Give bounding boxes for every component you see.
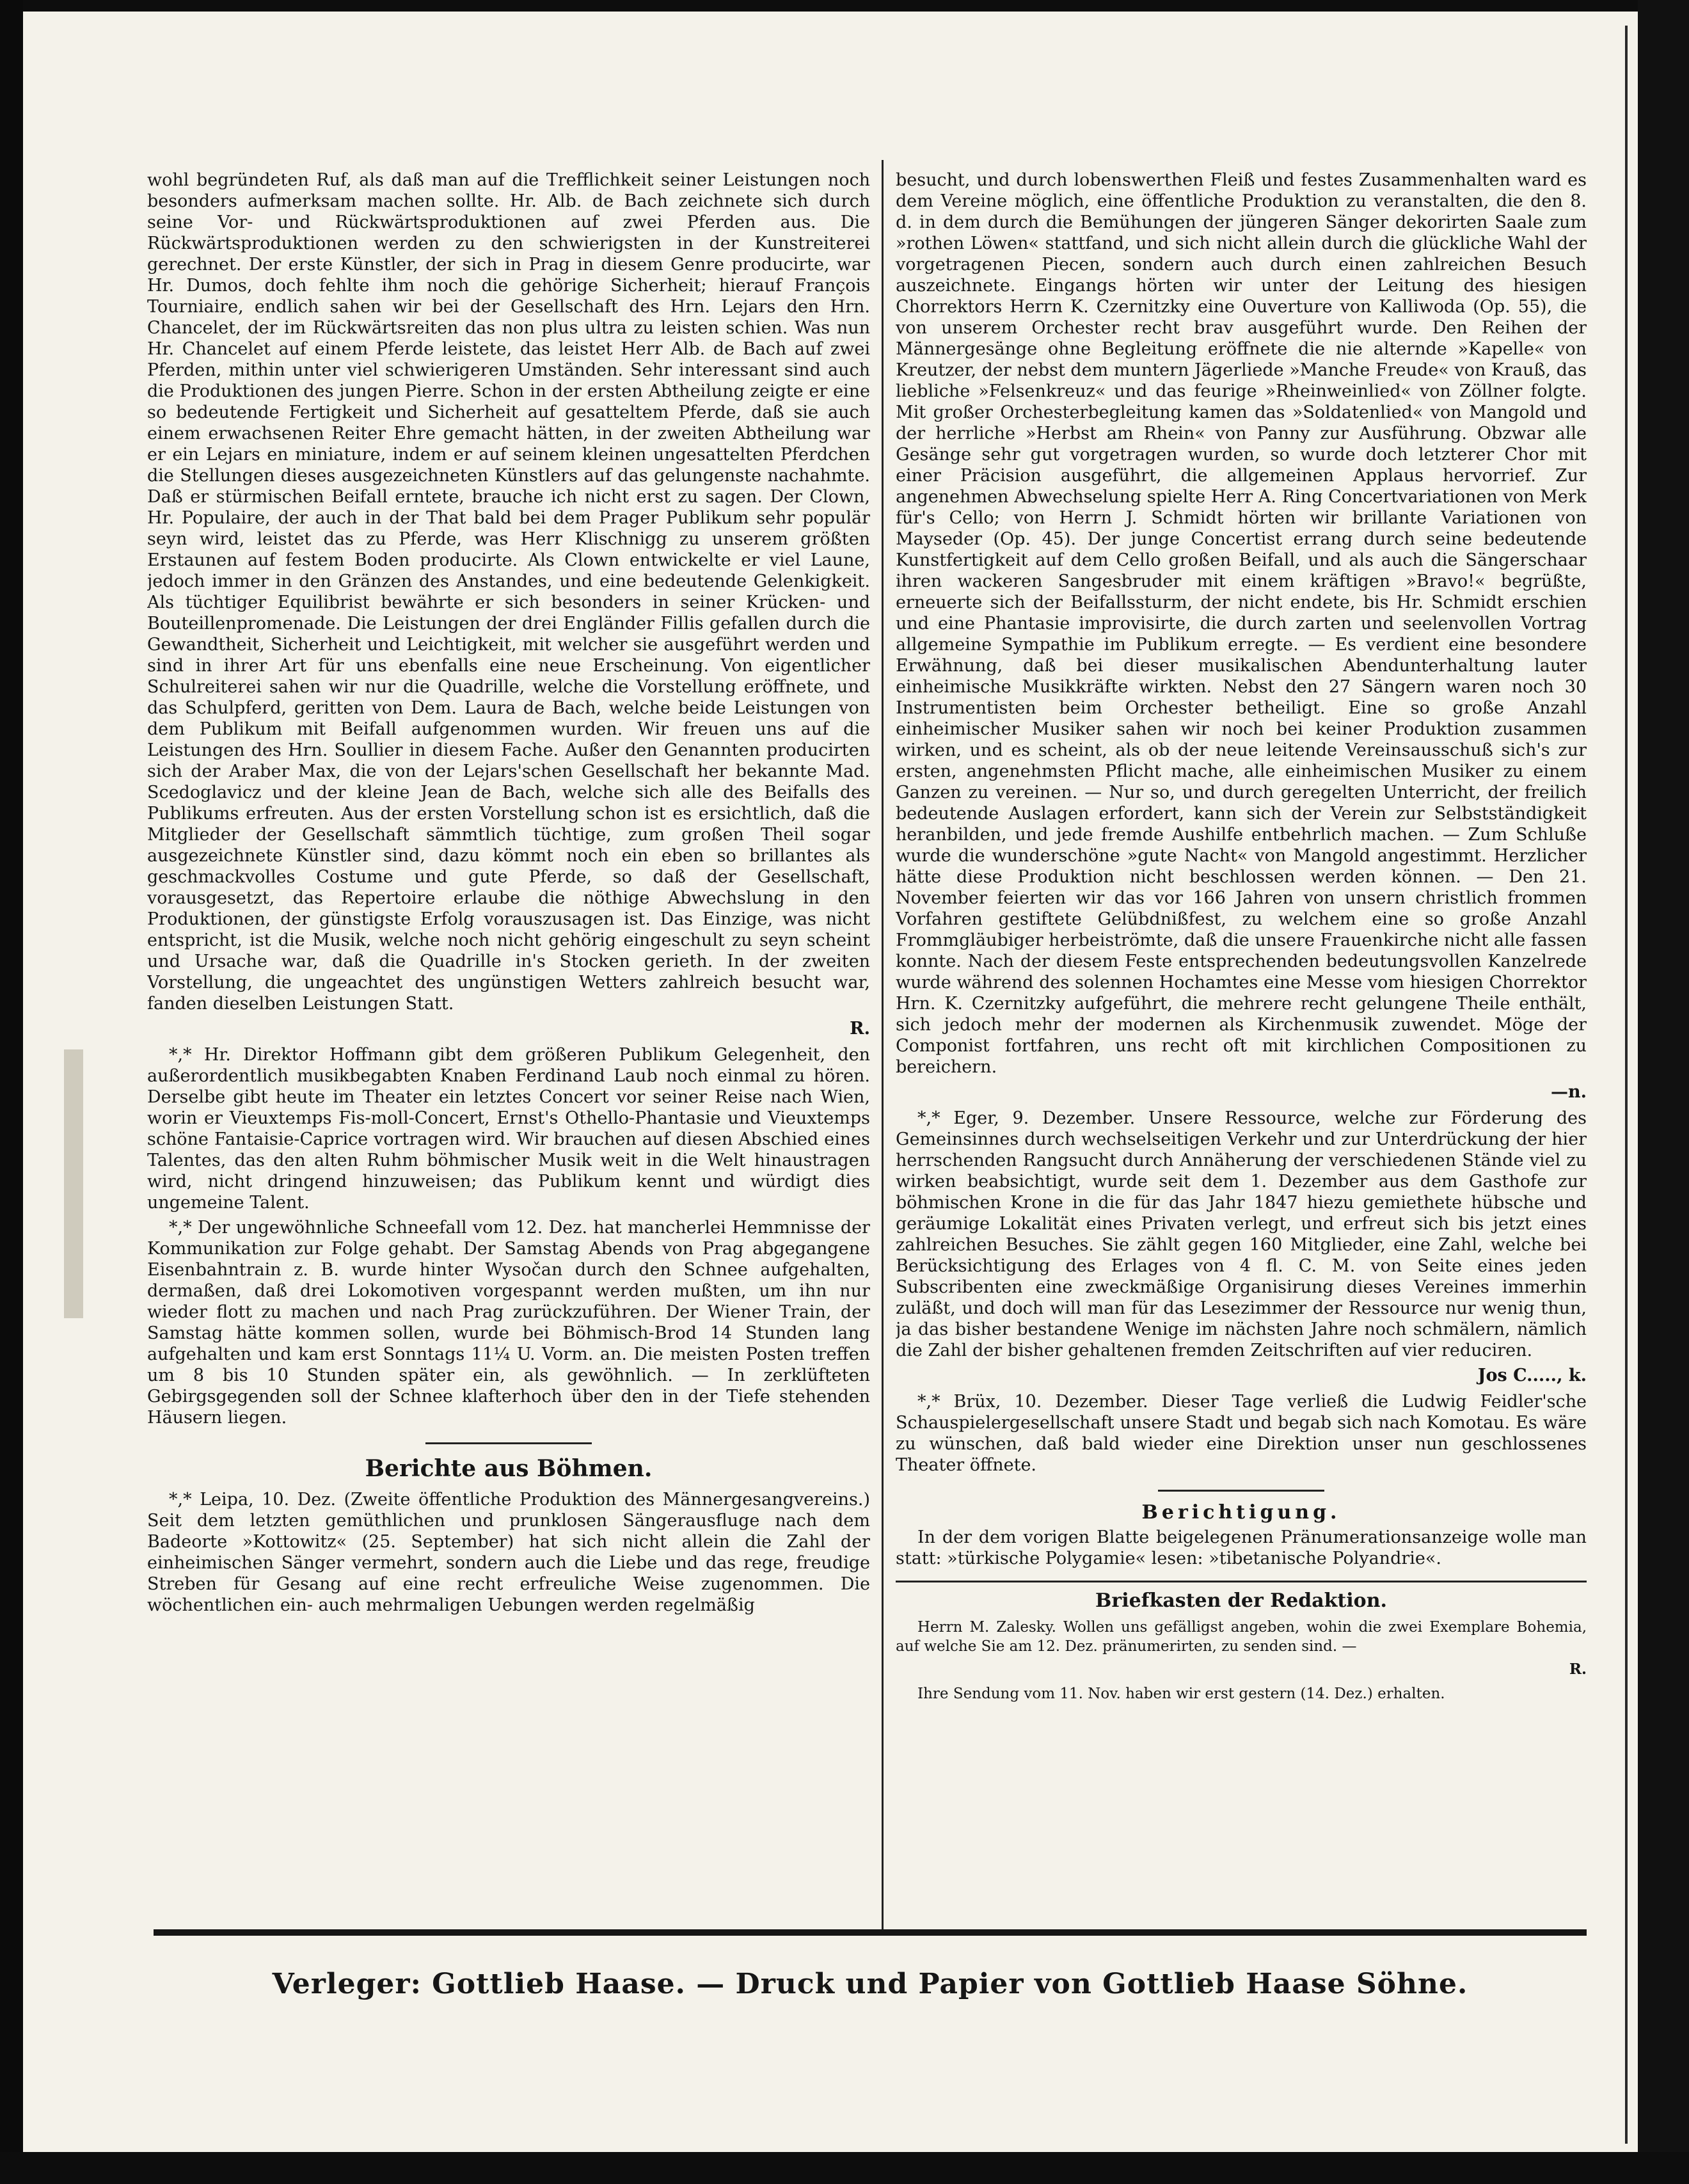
briefkasten-heading: Briefkasten der Redaktion.: [1095, 1590, 1387, 1612]
column-divider: [882, 160, 884, 1933]
publisher-imprint: Verleger: Gottlieb Haase. — Druck und Papier von Gottlieb Haase Söhne.: [272, 1968, 1468, 2000]
laub-concert-paragraph: *,* Hr. Direktor Hoffmann gibt dem größeren Publikum Gelegenheit, den außerordentlich musikbegabten Knaben Ferdinand Laub noch einmal zu hören. Derselbe gibt heute im Theater ein letztes Concert vor seiner Reise nach Wien, worin er Vieuxtemps Fis-moll-Concert, Ernst's Othello-Phantasie und Vieuxtemps schöne Fantaisie-Caprice vortragen wird. Wir brauchen auf diesen Abschied eines Talentes, das den alten Ruhm böhmischer Musik weit in die Welt hinaustragen wird, nicht dringend hinzuweisen; das Publikum kennt und würdigt dies ungemeine Talent.: [147, 1045, 870, 1213]
eger-report-paragraph: *,* Eger, 9. Dezember. Unsere Ressource, welche zur Förderung des Gemeinsinnes durch wechselseitigen Verkehr und zur Unterdrückung der hier herrschenden Rangsucht durch Annäherung der verschiedenen Stände viel zu wirken beabsichtigt, wurde seit dem 1. Dezember aus dem Gasthofe zur böhmischen Krone in die für das Jahr 1847 hiezu gemiethete hübsche und geräumige Lokalität eines Privaten verlegt, und erfreut sich bis jetzt eines zahlreichen Besuches. Sie zählt gegen 160 Mitglieder, eine Zahl, welche bei Berücksichtigung des Erlages von 4 fl. C. M. von Seite eines jeden Subscribenten eine zweckmäßige Organisirung dieses Vereines immerhin zuläßt, und doch will man für das Lesezimmer der Ressource nur wenig thun, ja das bisher bestandene Wenige im nächsten Jahre noch schmälern, nämlich die Zahl der bisher gehaltenen fremden Zeitschriften auf vier reduciren.: [896, 1108, 1587, 1360]
circus-report-paragraph: wohl begründeten Ruf, als daß man auf die Trefflichkeit seiner Leistungen noch besonders aufmerksam machen sollte. Hr. Alb. de Bach zeichnete sich durch seine Vor- und Rückwärtsproduktionen auf zwei Pferden aus. Die Rückwärtsproduktionen werden zu den schwierigsten in der Kunstreiterei gerechnet. Der erste Künstler, der sich in Prag in diesem Genre producirte, war Hr. Dumos, doch fehlte ihm noch die gehörige Sicherheit; hierauf François Tourniaire, endlich sahen wir bei der Gesellschaft des Hrn. Lejars den Hrn. Chancelet, der im Rückwärtsreiten das non plus ultra zu leisten schien. Was nun Hr. Chancelet auf einem Pferde leistete, das leistet Herr Alb. de Bach auf zwei Pferden, mithin unter viel schwierigeren Umständen. Sehr interessant sind auch die Produktionen des jungen Pierre. Schon in der ersten Abtheilung zeigte er eine so bedeutende Fertigkeit und Sicherheit auf gesatteltem Pferde, daß sie auch einem erwachsenen Reiter Ehre gemacht hätten, in der zweiten Abtheilung war er ein Lejars en miniature, indem er auf seinem kleinen ungesattelten Pferdchen die Stellungen dieses ausgezeichneten Künstlers auf das gelungenste nachahmte. Daß er stürmischen Beifall erntete, brauche ich nicht erst zu sagen. Der Clown, Hr. Populaire, der auch in der That bald bei dem Prager Publikum sehr populär seyn wird, leistet das zu Pferde, was Herr Klischnigg zu unserem größten Erstaunen auf festem Boden producirte. Als Clown entwickelte er viel Laune, jedoch immer in den Gränzen des Anstandes, und eine bedeutende Gelenkigkeit. Als tüchtiger Equilibrist bewährte er sich besonders in seiner Krücken- und Bouteillenpromenade. Die Leistungen der drei Engländer Fillis gefallen durch die Gewandtheit, Sicherheit und Leichtigkeit, mit welcher sie ausgeführt werden und sind in ihrer Art für uns ebenfalls eine neue Erscheinung. Von eigentlicher Schulreiterei sahen wir nur die Quadrille, welche die Vorstellung eröffnete, und das Schulpferd, geritten von Dem. Laura de Bach, welche beide Leistungen von dem Publikum mit Beifall aufgenommen wurden. Wir freuen uns auf die Leistungen des Hrn. Soullier in diesem Fache. Außer den Genannten producirten sich der Araber Max, die von der Lejars'schen Gesellschaft her bekannte Mad. Scedoglavicz und der kleine Jean de Bach, welche sich alle des Beifalls des Publikums erfreuten. Aus der ersten Vorstellung schon ist es ersichtlich, daß die Mitglieder der Gesellschaft sämmtlich tüchtige, zum großen Theil sogar ausgezeichnete Künstler sind, dazu kömmt noch ein eben so brillantes als geschmackvolles Costume und gute Pferde, so daß der Gesellschaft, vorausgesetzt, das Repertoire erlaube die nöthige Abwechslung in den Produktionen, der günstigste Erfolg vorauszusagen ist. Das Einzige, was nicht entspricht, ist die Musik, welche noch nicht gehörig eingeschult zu seyn scheint und Ursache war, daß die Quadrille in's Stocken gerieth. In der zweiten Vorstellung, die ungeachtet des ungünstigen Wetters zahlreich besucht war, fanden dieselben Leistungen Statt.: [147, 170, 870, 1014]
scan-border-left: [0, 0, 23, 2184]
briefkasten-line-1: Herrn M. Zalesky. Wollen uns gefälligst angeben, wohin die zwei Exemplare Bohemia, auf welche Sie am 12. Dez. pränumerirten, zu senden sind. —: [896, 1619, 1587, 1655]
section-heading: Berichte aus Böhmen.: [365, 1455, 653, 1482]
page-edge-shade: [64, 1049, 83, 1318]
scan-border-bottom: [0, 2152, 1689, 2184]
berichtigung-heading: Berichtigung.: [1141, 1501, 1341, 1524]
left-column: [147, 170, 870, 1929]
briefkasten-divider: [896, 1581, 1587, 1582]
circus-report-signature: R.: [850, 1019, 870, 1039]
footer-rule: [154, 1929, 1587, 1936]
scan-border-right: [1638, 0, 1689, 2184]
snowfall-paragraph: *,* Der ungewöhnliche Schneefall vom 12. Dez. hat mancherlei Hemmnisse der Kommunikation zur Folge gehabt. Der Samstag Abends von Prag abgegangene Eisenbahntrain z. B. wurde hinter Wysočan durch den Schnee aufgehalten, dermaßen, daß drei Lokomotiven vorgespannt werden mußten, um ihn nur wieder flott zu machen und nach Prag zurückzuführen. Der Wiener Train, der Samstag hätte kommen sollen, wurde bei Böhmisch-Brod 14 Stunden lang aufgehalten und kam erst Sonntags 11¼ U. Vorm. an. Die meisten Posten treffen um 8 bis 10 Stunden später ein, als gewöhnlich. — In zerklüfteten Gebirgsgegenden soll der Schnee klafterhoch über den in der Tiefe stehenden Häusern liegen.: [147, 1218, 870, 1428]
right-column: [896, 170, 1587, 1897]
scan-border-top: [0, 0, 1689, 12]
section-divider: [425, 1442, 592, 1444]
leipa-report-paragraph: *,* Leipa, 10. Dez. (Zweite öffentliche Produktion des Männergesangvereins.) Seit dem letzten gemüthlichen und prunklosen Sängerausfluge nach dem Badeorte »Kottowitz« (25. September) hat sich nicht allein die Zahl der einheimischen Sänger vermehrt, sondern auch die Liebe und das rege, freudige Streben für Gesang auf eine recht erfreuliche Weise zugenommen. Die wöchentlichen ein- auch mehrmaligen Uebungen werden regelmäßig: [147, 1490, 870, 1615]
briefkasten-line-1-signature: R.: [1569, 1661, 1587, 1678]
berichtigung-divider: [1158, 1490, 1324, 1492]
eger-signature: Jos C....., k.: [1477, 1366, 1587, 1385]
briefkasten-line-2: Ihre Sendung vom 11. Nov. haben wir erst gestern (14. Dez.) erhalten.: [917, 1686, 1445, 1702]
berichtigung-text: In der dem vorigen Blatte beigelegenen Pränumerationsanzeige wolle man statt: »türkische Polygamie« lesen: »tibetanische Polyandrie«.: [896, 1527, 1587, 1568]
newspaper-page: [38, 26, 1628, 2144]
leipa-signature: —n.: [1550, 1082, 1587, 1102]
brux-report-paragraph: *,* Brüx, 10. Dezember. Dieser Tage verließ die Ludwig Feidler'sche Schauspielergesellschaft unsere Stadt und begab sich nach Komotau. Es wäre zu wünschen, daß bald wieder eine Direktion unser nun geschlossenes Theater öffnete.: [896, 1392, 1587, 1475]
leipa-continued-paragraph: besucht, und durch lobenswerthen Fleiß und festes Zusammenhalten ward es dem Vereine möglich, eine öffentliche Produktion zu veranstalten, die den 8. d. in dem durch die Bemühungen der jüngeren Sänger dekorirten Saale zum »rothen Löwen« stattfand, und sich nicht allein durch die glückliche Wahl der vorgetragenen Piecen, sondern auch durch einen zahlreichen Besuch auszeichnete. Eingangs hörten wir unter der Leitung des hiesigen Chorrektors Herrn K. Czernitzky eine Ouverture von Kalliwoda (Op. 55), die von unserem Orchester recht brav ausgeführt wurde. Den Reihen der Männergesänge ohne Begleitung eröffnete die nie alternde »Kapelle« von Kreutzer, der nebst dem muntern Jägerliede »Manche Freude« von Krauß, das liebliche »Felsenkreuz« und das feurige »Rheinweinlied« von Zöllner folgte. Mit großer Orchesterbegleitung kamen das »Soldatenlied« von Mangold und der herrliche »Herbst am Rhein« von Panny zur Ausführung. Obzwar alle Gesänge sehr gut vorgetragen wurden, so wurde doch letzterer Chor mit einer Präcision ausgeführt, die allgemeinen Applaus hervorrief. Zur angenehmen Abwechselung spielte Herr A. Ring Concertvariationen von Merk für's Cello; von Herrn J. Schmidt hörten wir brillante Variationen von Mayseder (Op. 45). Der junge Concertist errang durch seine bedeutende Kunstfertigkeit auf dem Cello großen Beifall, und als auch die Sängerschaar ihren wackeren Sangesbruder mit einem kräftigen »Bravo!« begrüßte, erneuerte sich der Beifallssturm, der nicht endete, bis Hr. Schmidt erschien und eine Phantasie improvisirte, die durch zarten und seelenvollen Vortrag allgemeine Sympathie im Publikum erregte. — Es verdient eine besondere Erwähnung, daß bei dieser musikalischen Abendunterhaltung lauter einheimische Musikkräfte wirkten. Nebst den 27 Sängern waren noch 30 Instrumentisten beim Orchester betheiligt. Eine so große Anzahl einheimischer Musiker sahen wir noch bei keiner Produktion zusammen wirken, und es scheint, als ob der neue leitende Vereinsausschuß sich's zur ersten, angenehmsten Pflicht mache, alle einheimischen Musiker zu einem Ganzen zu vereinen. — Nur so, und durch geregelten Unterricht, der freilich bedeutende Auslagen erfordert, kann sich der Verein zur Selbstständigkeit heranbilden, und jede fremde Aushilfe entbehrlich machen. — Zum Schluße wurde die wunderschöne »gute Nacht« von Mangold angestimmt. Herzlicher hätte diese Produktion nicht beschlossen werden können. — Den 21. November feierten wir das vor 166 Jahren von unsern christlich frommen Vorfahren gestiftete Gelübdnißfest, zu welchem eine so große Anzahl Frommgläubiger herbeiströmte, daß die unsere Frauenkirche nicht alle fassen konnte. Nach der diesem Feste entsprechenden bedeutungsvollen Kanzelrede wurde während des solennen Hochamtes eine Messe vom hiesigen Chorrektor Hrn. K. Czernitzky aufgeführt, die mehrere recht gelungene Theile enthält, sich jedoch mehr der modernen als Kirchenmusik zuwendet. Möge der Componist fortfahren, uns recht oft mit kirchlichen Compositionen zu bereichern.: [896, 170, 1587, 1077]
